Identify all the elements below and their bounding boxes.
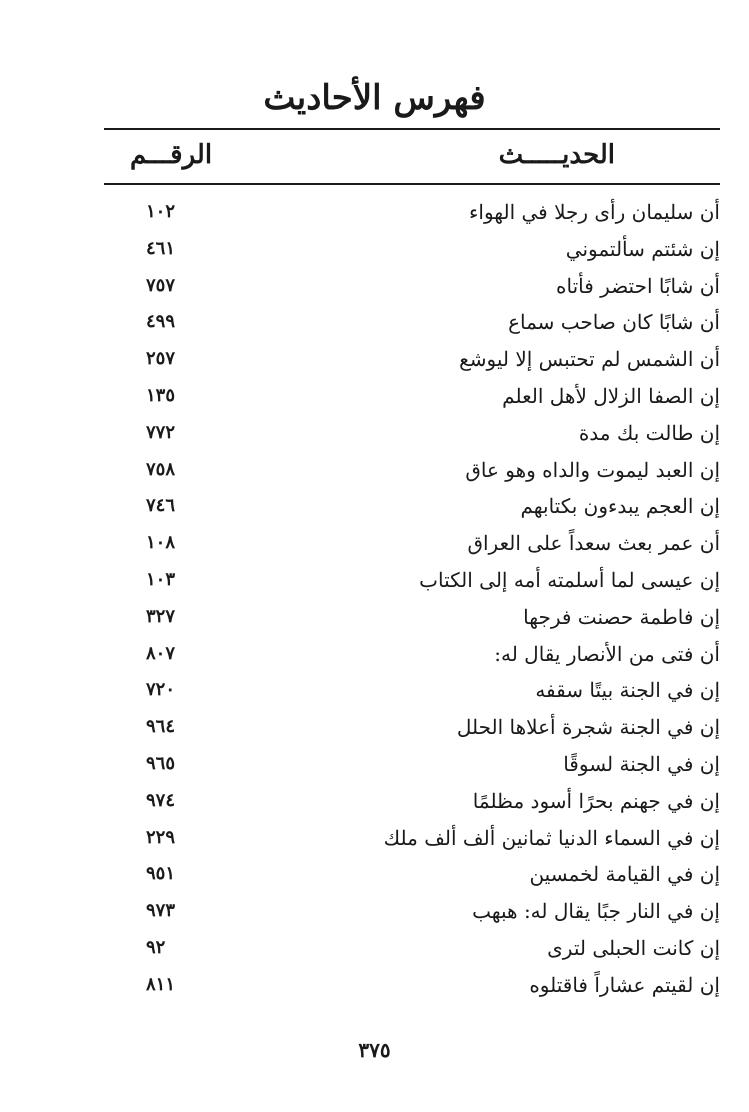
hadith-number: ٢٢٩ xyxy=(146,826,176,848)
hadith-text: إن العبد ليموت والداه وهو عاق xyxy=(465,457,720,482)
hadith-text: إن كانت الحبلى لترى xyxy=(547,935,720,960)
index-entry xyxy=(104,822,720,859)
hadith-text: أن سليمان رأى رجلا في الهواء xyxy=(468,200,720,224)
column-header-hadith: الحديـــــث xyxy=(498,140,615,170)
index-entry xyxy=(104,785,720,822)
hadith-text: إن في القيامة لخمسين xyxy=(529,862,720,887)
hadith-text: إن شئتم سألتموني xyxy=(565,236,720,261)
page-number: ٣٧٥ xyxy=(358,1038,391,1062)
hadith-number: ٤٦١ xyxy=(146,237,176,259)
index-entry xyxy=(104,306,720,343)
hadith-number: ١٠٣ xyxy=(146,568,176,590)
header-top-rule xyxy=(104,128,720,130)
hadith-number: ٧٢٠ xyxy=(146,679,176,701)
hadith-number: ٨١١ xyxy=(146,973,176,995)
hadith-text: إن في جهنم بحرًا أسود مظلمًا xyxy=(472,788,720,813)
index-entry xyxy=(104,454,720,491)
hadith-text: إن الصفا الزلال لأهل العلم xyxy=(502,383,720,408)
hadith-text: إن في النار جبًا يقال له: هبهب xyxy=(472,899,720,924)
index-entry xyxy=(104,417,720,454)
hadith-text: إن فاطمة حصنت فرجها xyxy=(523,604,720,629)
hadith-number: ١٠٢ xyxy=(146,201,176,222)
hadith-number: ٣٢٧ xyxy=(146,605,176,627)
hadith-text: إن في الجنة لسوقًا xyxy=(563,751,720,776)
hadith-number: ٧٥٧ xyxy=(146,274,176,296)
index-entry xyxy=(104,711,720,748)
hadith-number: ٩٥١ xyxy=(146,863,176,885)
index-entry xyxy=(104,343,720,380)
hadith-text: إن في الجنة بيتًا سقفه xyxy=(535,678,720,703)
hadith-text: إن طالت بك مدة xyxy=(578,420,720,445)
hadith-text: إن في الجنة شجرة أعلاها الحلل xyxy=(456,715,720,740)
hadith-number: ٢٥٧ xyxy=(146,348,176,370)
index-entry xyxy=(104,196,720,233)
index-entry xyxy=(104,233,720,270)
hadith-number: ٩٢ xyxy=(146,936,166,958)
hadith-text: أن فتى من الأنصار يقال له: xyxy=(494,641,720,666)
hadith-text: أن شابًا كان صاحب سماع xyxy=(508,310,720,335)
index-entry xyxy=(104,748,720,785)
index-entry xyxy=(104,895,720,932)
index-entry xyxy=(104,969,720,1006)
index-entry xyxy=(104,858,720,895)
hadith-number: ١٠٨ xyxy=(146,532,176,554)
hadith-number: ٩٧٤ xyxy=(146,789,176,811)
hadith-number: ٧٥٨ xyxy=(146,458,176,480)
index-entry xyxy=(104,601,720,638)
page-title: فهرس الأحاديث xyxy=(263,78,486,118)
hadith-number: ٤٩٩ xyxy=(146,311,176,333)
hadith-number: ٩٦٤ xyxy=(146,716,176,738)
hadith-text: إن العجم يبدءون بكتابهم xyxy=(520,494,720,519)
hadith-text: أن شابًا احتضر فأتاه xyxy=(556,273,720,298)
hadith-text: إن لقيتم عشاراً فاقتلوه xyxy=(529,972,720,997)
hadith-number: ٧٧٢ xyxy=(146,421,176,443)
hadith-number: ١٣٥ xyxy=(146,384,176,406)
index-entry xyxy=(104,564,720,601)
index-entry xyxy=(104,490,720,527)
hadith-text: إن في السماء الدنيا ثمانين ألف ألف ملك xyxy=(383,825,720,850)
index-entry xyxy=(104,638,720,675)
hadith-index-list xyxy=(104,196,720,1006)
hadith-number: ٩٧٣ xyxy=(146,900,176,922)
index-entry xyxy=(104,380,720,417)
index-entry xyxy=(104,932,720,969)
index-entry xyxy=(104,270,720,307)
index-entry xyxy=(104,674,720,711)
hadith-number: ٧٤٦ xyxy=(146,495,176,517)
header-bottom-rule xyxy=(104,183,720,185)
hadith-number: ٩٦٥ xyxy=(146,752,176,774)
hadith-text: إن عيسى لما أسلمته أمه إلى الكتاب xyxy=(419,567,720,592)
column-header-number: الرقـــم xyxy=(130,140,213,170)
hadith-text: أن الشمس لم تحتبس إلا ليوشع xyxy=(459,347,720,372)
hadith-number: ٨٠٧ xyxy=(146,642,176,664)
index-entry xyxy=(104,527,720,564)
hadith-text: أن عمر بعث سعداً على العراق xyxy=(467,531,720,556)
